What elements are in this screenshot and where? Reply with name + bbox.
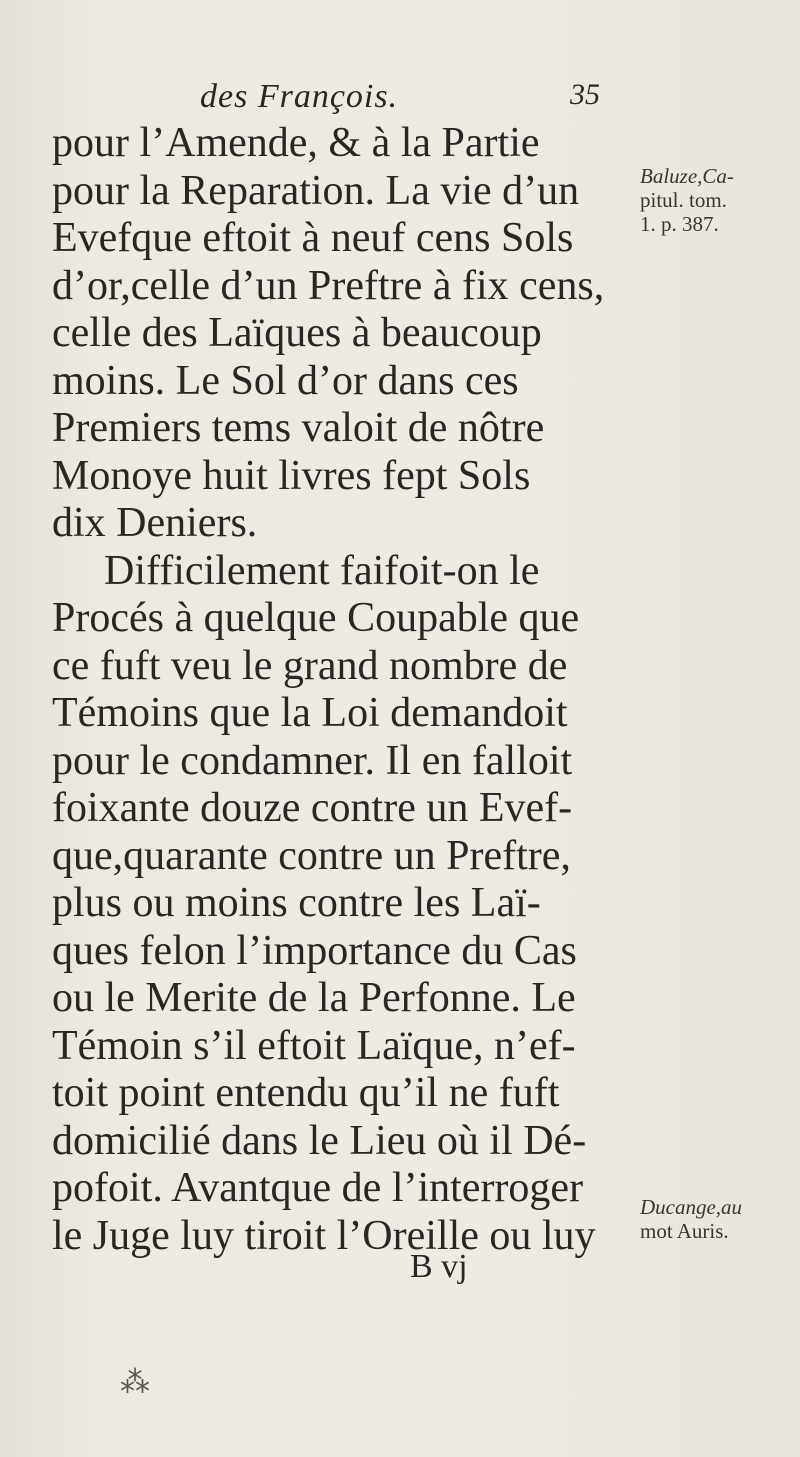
text-line: Premiers tems valoit de nôtre [52, 405, 545, 451]
margin-note-ducange [640, 1195, 790, 1243]
text-line: le Juge luy tiroit l’Oreille ou luy [52, 1212, 596, 1259]
text-line: pour le condamner. Il en falloit [52, 737, 573, 784]
running-title: des François. [200, 78, 399, 115]
text-line: ques felon l’importance du Cas [52, 927, 577, 974]
text-line: pofoit. Avantque de l’interroger [52, 1165, 584, 1211]
text-line: que,quarante contre un Preftre, [52, 832, 571, 879]
margin-note-line: Baluze,Ca- [640, 164, 734, 188]
margin-note-line: Ducange,au [640, 1195, 743, 1219]
page-header [200, 78, 600, 118]
margin-note-line: mot Auris. [640, 1219, 729, 1243]
text-line: pour l’Amende, & à la Partie [52, 120, 540, 166]
margin-note-baluze [640, 164, 790, 236]
text-line: domicilié dans le Lieu où il Dé- [52, 1117, 587, 1164]
text-line: Témoins que la Loi demandoit [52, 690, 568, 736]
text-line: Evefque eftoit à neuf cens Sols [52, 215, 574, 261]
signature-mark: B vj [410, 1248, 468, 1285]
ink-stain: ⁂ [120, 1366, 150, 1399]
text-line: moins. Le Sol d’or dans ces [52, 357, 519, 404]
text-line: ou le Merite de la Perfonne. Le [52, 975, 576, 1021]
text-line: dix Deniers. [52, 500, 258, 546]
text-line: Témoin s’il eftoit Laïque, n’ef- [52, 1022, 576, 1069]
text-line: d’or,celle d’un Preftre à fix cens, [52, 262, 605, 309]
margin-note-line: 1. p. 387. [640, 212, 719, 236]
text-line: toit point entendu qu’il ne fuft [52, 1070, 560, 1116]
text-line: ce fuft veu le grand nombre de [52, 642, 568, 689]
page-number: 35 [570, 78, 600, 111]
margin-note-line: pitul. tom. [640, 188, 727, 212]
paragraph-start-line: Difficilement faifoit-on le [104, 547, 540, 594]
text-line: plus ou moins contre les Laï- [52, 880, 541, 926]
text-line: Procés à quelque Coupable que [52, 595, 580, 641]
text-line: celle des Laïques à beaucoup [52, 310, 542, 356]
text-line: foixante douze contre un Evef- [52, 785, 573, 831]
body-text [52, 120, 672, 1260]
text-line: Monoye huit livres fept Sols [52, 452, 531, 499]
text-line: pour la Reparation. La vie d’un [52, 167, 580, 214]
